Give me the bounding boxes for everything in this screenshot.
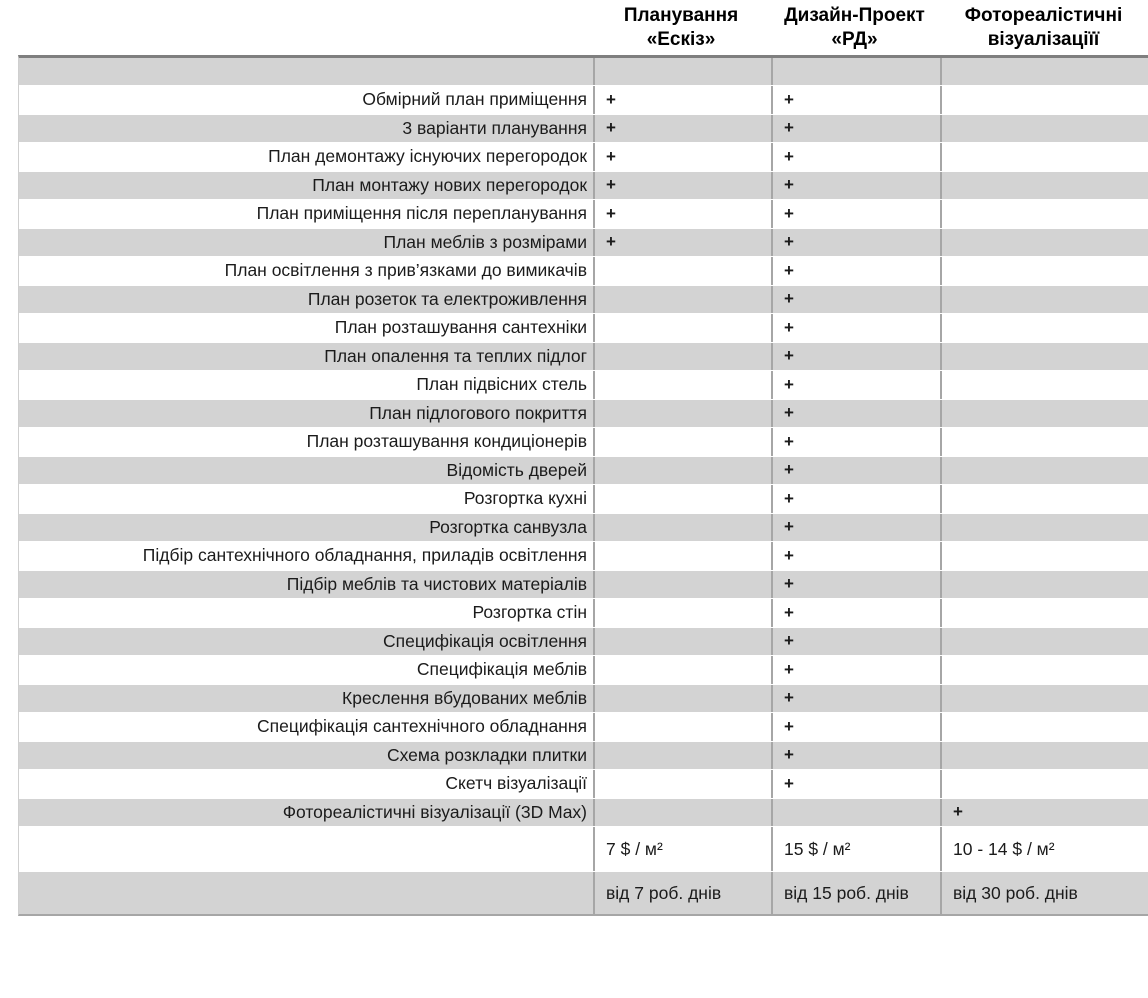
cell-eskiz: + <box>593 200 771 228</box>
row-label: Обмірний план приміщення <box>362 89 587 110</box>
cell-viz <box>940 257 1148 285</box>
row-label: План опалення та теплих підлог <box>324 345 587 366</box>
cell-viz <box>940 542 1148 570</box>
row-label <box>19 872 593 914</box>
row-label: Розгортка кухні <box>463 488 587 509</box>
table-row <box>19 257 1148 286</box>
row-label: План монтажу нових перегородок <box>312 174 587 195</box>
cell-eskiz <box>593 400 771 428</box>
cell-eskiz <box>593 685 771 713</box>
cell-viz <box>940 115 1148 143</box>
table-row <box>19 827 1148 872</box>
cell-eskiz: + <box>593 115 771 143</box>
cell-rd: + <box>771 229 940 257</box>
cell-rd <box>771 799 940 827</box>
cell-viz <box>940 86 1148 114</box>
cell-viz <box>940 286 1148 314</box>
cell-viz <box>940 599 1148 627</box>
cell-viz <box>940 400 1148 428</box>
cell-rd: + <box>771 371 940 399</box>
row-label: 3 варіанти планування <box>402 117 587 138</box>
cell-eskiz: + <box>593 172 771 200</box>
row-label: Підбір сантехнічного обладнання, приладів освітлення <box>142 545 587 566</box>
cell-rd: + <box>771 172 940 200</box>
cell-rd: + <box>771 742 940 770</box>
cell-eskiz <box>593 428 771 456</box>
table-row <box>19 514 1148 543</box>
header-col-rd-line2: «РД» <box>831 29 878 50</box>
table-row <box>19 628 1148 657</box>
cell-rd <box>771 58 940 85</box>
cell-eskiz <box>593 343 771 371</box>
table-row <box>19 713 1148 742</box>
table-row <box>19 172 1148 201</box>
table-row <box>19 143 1148 172</box>
cell-eskiz: від 7 роб. днів <box>593 872 771 914</box>
cell-viz <box>940 371 1148 399</box>
table-row <box>19 770 1148 799</box>
cell-viz <box>940 172 1148 200</box>
row-label: План освітлення з прив’язками до вимикачів <box>224 260 587 281</box>
row-label: Фотореалістичні візуалізації (3D Max) <box>282 801 587 822</box>
cell-viz <box>940 457 1148 485</box>
header-col-viz <box>939 4 1148 52</box>
cell-eskiz: 7 $ / м² <box>593 827 771 871</box>
cell-eskiz <box>593 58 771 85</box>
header-col-rd <box>770 4 939 52</box>
cell-eskiz <box>593 599 771 627</box>
table-row <box>19 485 1148 514</box>
table-row <box>19 314 1148 343</box>
row-label: План розташування сантехніки <box>334 317 587 338</box>
row-label: Специфікація освітлення <box>382 630 587 651</box>
header-col-viz-line2: візуалізаціїї <box>987 29 1100 50</box>
cell-viz <box>940 314 1148 342</box>
cell-viz: + <box>940 799 1148 827</box>
row-label: План підвісних стель <box>416 374 587 395</box>
cell-eskiz <box>593 571 771 599</box>
table-row <box>19 872 1148 914</box>
cell-viz <box>940 742 1148 770</box>
table-row <box>19 685 1148 714</box>
row-label: Скетч візуалізації <box>445 773 587 794</box>
row-label: План розеток та електроживлення <box>307 288 587 309</box>
row-label: Креслення вбудованих меблів <box>342 687 587 708</box>
cell-eskiz <box>593 286 771 314</box>
cell-eskiz <box>593 542 771 570</box>
row-label: Специфікація меблів <box>416 659 587 680</box>
table-row <box>19 58 1148 86</box>
cell-rd: + <box>771 485 940 513</box>
table-row <box>19 229 1148 258</box>
table-row <box>19 371 1148 400</box>
cell-viz: від 30 роб. днів <box>940 872 1148 914</box>
table-header <box>18 4 1148 52</box>
cell-eskiz: + <box>593 229 771 257</box>
cell-rd: + <box>771 200 940 228</box>
header-spacer <box>18 4 592 52</box>
cell-viz <box>940 200 1148 228</box>
cell-rd: + <box>771 457 940 485</box>
cell-viz <box>940 770 1148 798</box>
cell-eskiz: + <box>593 86 771 114</box>
table-row <box>19 799 1148 828</box>
cell-viz <box>940 485 1148 513</box>
header-col-rd-line1: Дизайн-Проект <box>784 5 925 26</box>
row-label: План приміщення після перепланування <box>256 203 587 224</box>
cell-rd: + <box>771 286 940 314</box>
cell-viz: 10 - 14 $ / м² <box>940 827 1148 871</box>
row-label: Розгортка стін <box>472 602 587 623</box>
cell-rd: + <box>771 514 940 542</box>
cell-rd: + <box>771 428 940 456</box>
table-row <box>19 457 1148 486</box>
table-row <box>19 115 1148 144</box>
cell-rd: 15 $ / м² <box>771 827 940 871</box>
header-col-eskiz-line2: «Ескіз» <box>646 29 716 50</box>
pricing-table <box>18 55 1148 916</box>
row-label: План розташування кондиціонерів <box>306 431 587 452</box>
header-col-eskiz <box>592 4 770 52</box>
cell-viz <box>940 514 1148 542</box>
cell-rd: + <box>771 713 940 741</box>
header-col-eskiz-line1: Планування <box>623 5 739 26</box>
cell-viz <box>940 58 1148 85</box>
cell-eskiz <box>593 770 771 798</box>
cell-eskiz <box>593 371 771 399</box>
cell-rd: + <box>771 257 940 285</box>
row-label: Схема розкладки плитки <box>386 744 587 765</box>
cell-viz <box>940 343 1148 371</box>
cell-rd: від 15 роб. днів <box>771 872 940 914</box>
cell-viz <box>940 713 1148 741</box>
cell-rd: + <box>771 770 940 798</box>
cell-viz <box>940 685 1148 713</box>
cell-viz <box>940 229 1148 257</box>
cell-viz <box>940 656 1148 684</box>
table-row <box>19 742 1148 771</box>
row-label: Підбір меблів та чистових матеріалів <box>286 573 587 594</box>
cell-rd: + <box>771 685 940 713</box>
cell-rd: + <box>771 542 940 570</box>
cell-rd: + <box>771 343 940 371</box>
table-row <box>19 656 1148 685</box>
row-label: Відомість дверей <box>446 459 587 480</box>
table-row <box>19 343 1148 372</box>
table-row <box>19 400 1148 429</box>
table-row <box>19 428 1148 457</box>
row-label: План меблів з розмірами <box>383 231 587 252</box>
cell-viz <box>940 428 1148 456</box>
row-label: План демонтажу існуючих перегородок <box>268 146 587 167</box>
cell-eskiz <box>593 742 771 770</box>
cell-eskiz: + <box>593 143 771 171</box>
cell-rd: + <box>771 86 940 114</box>
cell-viz <box>940 143 1148 171</box>
row-label: План підлогового покриття <box>369 402 587 423</box>
row-label <box>19 827 593 871</box>
cell-rd: + <box>771 599 940 627</box>
table-row <box>19 571 1148 600</box>
row-label: Розгортка санвузла <box>429 516 587 537</box>
table-row <box>19 86 1148 115</box>
row-label: Специфікація сантехнічного обладнання <box>256 716 587 737</box>
cell-eskiz <box>593 257 771 285</box>
cell-rd: + <box>771 314 940 342</box>
cell-rd: + <box>771 400 940 428</box>
cell-eskiz <box>593 713 771 741</box>
table-row <box>19 286 1148 315</box>
cell-eskiz <box>593 314 771 342</box>
cell-eskiz <box>593 485 771 513</box>
cell-eskiz <box>593 514 771 542</box>
table-row <box>19 599 1148 628</box>
cell-eskiz <box>593 457 771 485</box>
cell-rd: + <box>771 143 940 171</box>
table-row <box>19 200 1148 229</box>
cell-rd: + <box>771 656 940 684</box>
cell-viz <box>940 571 1148 599</box>
cell-eskiz <box>593 656 771 684</box>
table-row <box>19 542 1148 571</box>
cell-eskiz <box>593 628 771 656</box>
cell-rd: + <box>771 115 940 143</box>
cell-rd: + <box>771 571 940 599</box>
header-col-viz-line1: Фотореалістичні <box>964 5 1123 26</box>
cell-viz <box>940 628 1148 656</box>
row-label <box>19 58 593 85</box>
cell-rd: + <box>771 628 940 656</box>
cell-eskiz <box>593 799 771 827</box>
